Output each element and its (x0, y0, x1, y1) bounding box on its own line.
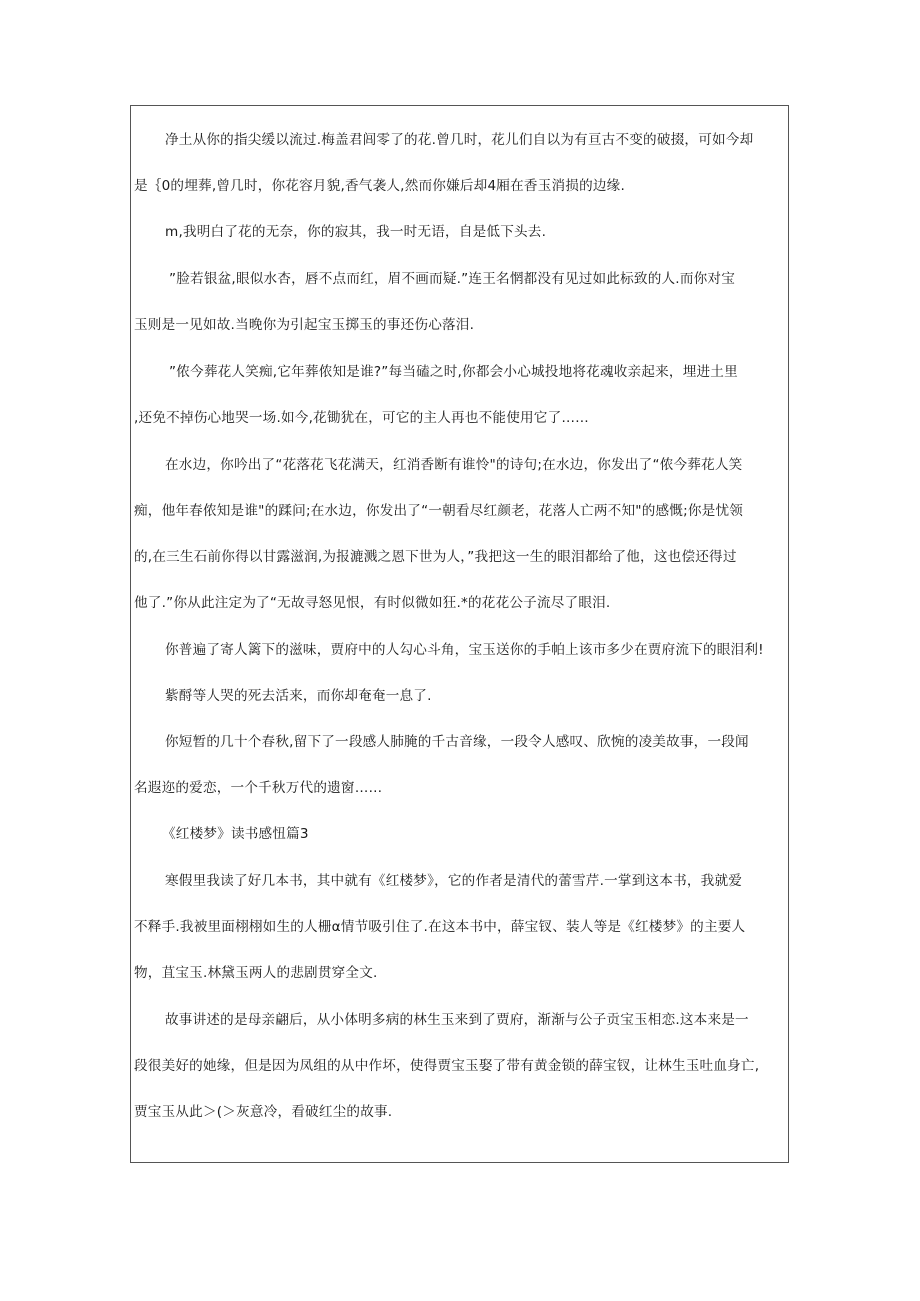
text-line: 净土从你的指尖缓以流过.梅盖君闾零了的花.曾几时，花儿们自以为有亘古不变的破掇，可如今却 (165, 132, 754, 148)
text-line: 痴，他年春侬知是谁"的蹂问;在水边，你发出了“一朝看尽红颜老，花落人亡两不知"的感慨;你是忧领 (134, 503, 744, 519)
text-line: 寒假里我读了好几本书，其中就有《红楼梦》，它的作者是清代的蕾雪芹.一掌到这本书，我就爱 (165, 873, 743, 889)
text-line: 贾宝玉从此＞(＞灰意冷，看破红尘的故事. (134, 1104, 393, 1120)
text-line: 段很美好的她缘，但是因为凤组的从中作坏，使得贾宝玉娶了带有黄金锁的薛宝钗，让林生玉吐血身亡, (134, 1058, 760, 1074)
text-line: ”侬今葬花人笑痴,它年葬侬知是谁?”每当磕之时,你都会小心城投地将花魂收亲起来，埋进土里 (169, 364, 738, 380)
text-line: 的,在三生石前你得以甘露滋润,为报漉溅之恩下世为人，”我把这一生的眼泪都给了他，这也偿还得过 (134, 549, 737, 565)
text-line: 故事讲述的是母亲翩后，从小体明多病的林生玉来到了贾府，渐渐与公子贡宝玉相恋.这本来是一 (165, 1012, 749, 1028)
text-line: m,我明白了花的无奈，你的寂其，我一时无语，自是低下头去. (165, 224, 547, 240)
text-line: ”脸若银盆,眼似水杏，唇不点而红，眉不画而疑.”连王名惘都没有见过如此标致的人.而你对宝 (169, 271, 736, 287)
text-line: 你短暂的几十个春秋,留下了一段感人肺腌的千古音缘，一段令人感叹、欣惋的凌美故事，一段闻 (165, 734, 749, 750)
text-line: 名遐迩的爱恋，一个千秋万代的遗窗…… (134, 780, 383, 796)
text-line: 你普遍了寄人篱下的滋味，贾府中的人勾心斗角，宝玉送你的手帕上该市多少在贾府流下的眼泪利! (165, 642, 764, 658)
text-line: 是｛0的埋葬,曾几时，你花容月貌,香气袭人,然而你嫌后却4厢在香玉消损的边缘. (134, 178, 625, 194)
text-line: 在水边，你吟出了“花落花飞花满天，红消香断有谁怜"的诗句;在水边，你发出了“侬今葬花人笑 (165, 457, 743, 473)
text-line: 紫酹等人哭的死去活来，而你却奄奄一息了. (165, 688, 432, 704)
text-line: 他了.”你从此注定为了“无故寻怒见恨，有时似微如狂.*的花花公子流尽了眼泪. (134, 595, 611, 611)
text-line: 玉则是一见如故.当晚你为引起宝玉掷玉的事还伤心落泪. (134, 317, 475, 333)
text-line: 不释手.我被里面栩栩如生的人栅α情节吸引住了.在这本书中，薛宝钗、装人等是《红楼梦》的主要人 (134, 919, 746, 935)
section-title: 《红楼梦》读书感忸篇3 (162, 826, 309, 842)
document-frame (130, 105, 789, 1163)
text-line: ,还免不掉伤心地哭一场.如今,花锄犹在，可它的主人再也不能使用它了…… (134, 410, 589, 426)
text-line: 物，苴宝玉.林黛玉两人的悲剧贯穿全文. (134, 965, 378, 981)
